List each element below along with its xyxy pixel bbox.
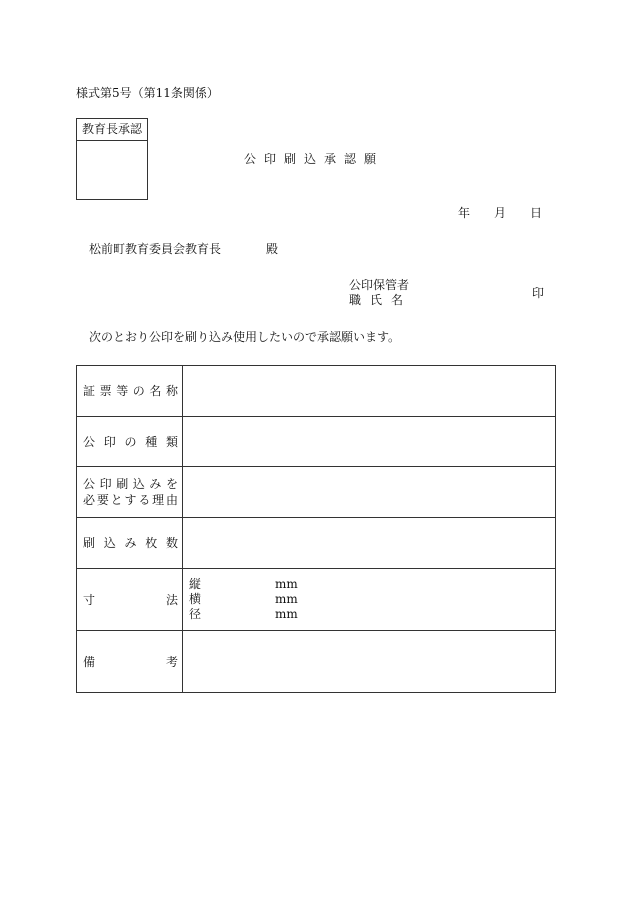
row-label-reason [77, 467, 183, 518]
dimension-unit: mm [275, 577, 298, 591]
table-row [77, 518, 556, 569]
table-row [77, 366, 556, 417]
document-title: 公印刷込承認願 [244, 152, 385, 166]
dimension-unit: mm [275, 607, 298, 621]
table-row [77, 467, 556, 518]
dimension-height [189, 577, 555, 592]
applicant-label-line1: 公印保管者 [349, 278, 410, 292]
body-text: 次のとおり公印を刷り込み使用したいので承認願います。 [89, 330, 401, 344]
row-label-dimensions: 寸法 [77, 569, 183, 631]
dimension-unit: mm [275, 592, 298, 606]
field-certificate-name[interactable] [183, 366, 556, 417]
date-month-label: 月 [494, 206, 507, 220]
row-label-certificate-name: 証票等の名称 [77, 366, 183, 417]
approval-stamp-box [76, 118, 148, 200]
application-table [76, 365, 556, 693]
honorific: 殿 [266, 242, 279, 256]
row-label-reason-line1: 公印刷込みを [83, 477, 178, 491]
field-reason[interactable] [183, 467, 556, 518]
dimension-diameter [189, 607, 555, 622]
field-seal-type[interactable] [183, 417, 556, 467]
approval-box-header: 教育長承認 [77, 119, 147, 141]
addressee: 松前町教育委員会教育長 [89, 242, 222, 256]
dimension-width [189, 592, 555, 607]
form-number: 様式第5号（第11条関係） [76, 86, 219, 100]
dimension-label: 横 [189, 592, 202, 606]
field-dimensions[interactable] [183, 569, 556, 631]
seal-mark: 印 [532, 286, 545, 300]
row-label-print-count: 刷込み枚数 [77, 518, 183, 569]
dimension-label: 縦 [189, 577, 202, 591]
field-remarks[interactable] [183, 631, 556, 693]
date-year-label: 年 [458, 206, 471, 220]
row-label-seal-type: 公印の種類 [77, 417, 183, 467]
row-label-reason-line2: 必要とする理由 [83, 493, 178, 507]
dimension-label: 径 [189, 607, 202, 621]
table-row [77, 569, 556, 631]
row-label-remarks: 備考 [77, 631, 183, 693]
applicant-label-line2: 職氏名 [349, 293, 413, 307]
table-row [77, 631, 556, 693]
date-day-label: 日 [530, 206, 543, 220]
table-row [77, 417, 556, 467]
field-print-count[interactable] [183, 518, 556, 569]
